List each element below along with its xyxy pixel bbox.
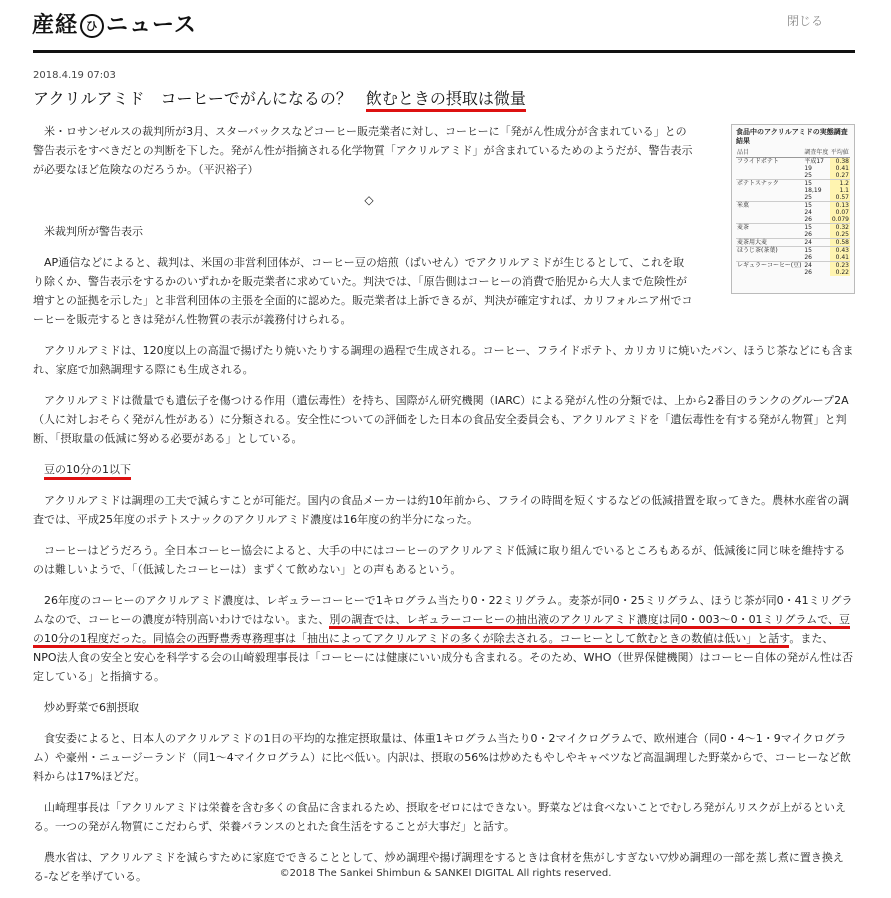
paragraph: 農水省は、アクリルアミドを減らすために家庭でできることとして、炒め調理や揚げ調理をするときは食材を焦がしすぎない▽炒め調理の一部を蒸し煮に置き換える-などを挙げている。: [33, 851, 844, 883]
figure-row: [736, 209, 850, 216]
figure-row: [736, 216, 850, 224]
figure-cell: 15: [803, 180, 829, 188]
figure-cell: フライドポテト: [736, 158, 803, 166]
figure-cell: ほうじ茶(茶葉): [736, 247, 803, 255]
figure-cell: 25: [804, 172, 812, 179]
figure-cell: 麦茶用大麦: [736, 239, 803, 247]
acrylamide-table-figure: [731, 124, 855, 294]
paragraph: アクリルアミドは、120度以上の高温で揚げたり焼いたりする調理の過程で生成される。コーヒー、フライドポテト、カリカリに焼いたパン、ほうじ茶などにも含まれ、家庭で加熱調理する際にも生成される。: [33, 344, 854, 376]
article-title: [33, 86, 526, 109]
figure-cell: [736, 172, 803, 180]
figure-title: 食品中のアクリルアミドの実態調査結果: [736, 128, 848, 145]
figure-cell: 0.41: [830, 165, 850, 172]
figure-cell: 0.57: [830, 194, 850, 202]
figure-row: [736, 224, 850, 232]
title-main: アクリルアミド コーヒーでがんになるの？: [33, 89, 352, 108]
figure-row: [736, 202, 850, 210]
figure-cell: 0.32: [830, 224, 850, 232]
figure-cell: 0.41: [830, 254, 850, 262]
figure-cell: 15: [803, 202, 829, 210]
figure-cell: 0.43: [830, 247, 850, 255]
figure-cell: 26: [804, 269, 812, 276]
figure-table: [736, 148, 850, 276]
figure-cell: 0.079: [830, 216, 850, 224]
subheading: [33, 460, 855, 479]
figure-cell: 25: [804, 194, 812, 201]
figure-cell: [736, 254, 803, 262]
figure-cell: 0.13: [830, 202, 850, 210]
figure-cell: 平成17: [803, 158, 829, 166]
figure-cell: 0.25: [830, 231, 850, 239]
paragraph-coffee-levels: [33, 591, 855, 686]
header-divider: [33, 50, 855, 53]
subheading-highlight: 豆の10分の1以下: [44, 463, 131, 480]
figure-cell: 麦茶: [736, 224, 803, 232]
title-highlight: 飲むときの摂取は微量: [366, 89, 526, 112]
figure-row: [736, 247, 850, 255]
article-body: [33, 122, 855, 898]
figure-header: 平均値: [830, 149, 849, 156]
figure-cell: 18,19: [804, 187, 822, 194]
figure-cell: [736, 209, 803, 216]
paragraph-part: 。また、NPO法人食の安全と安心を科学する会の山崎毅理事長は「コーヒーには健康にいい成分も含まれる。そのため、WHO（世界保健機関）はコーヒー自体の発がん性は否定している」と指摘する。: [33, 632, 854, 683]
figure-row: [736, 187, 850, 194]
figure-header: 調査年度: [804, 149, 829, 156]
figure-cell: 米菓: [736, 202, 803, 210]
figure-header: 品目: [736, 148, 803, 158]
figure-row: [736, 231, 850, 239]
close-link[interactable]: 閉じる: [786, 14, 823, 28]
figure-row: [736, 172, 850, 180]
figure-cell: 26: [804, 216, 812, 223]
paragraph: 食安委によると、日本人のアクリルアミドの1日の平均的な推定摂取量は、体重1キログラム当たり0・2マイクログラムで、欧州連合（同0・4～1・9マイクログラム）や豪州・ニュージーランド（同1～4マイクログラム）に比べ低い。内訳は、摂取の56%は炒めたもやしやキャベツなど高温調理した野菜からで、コーヒーなど飲料からは17%ほどだ。: [33, 732, 851, 783]
figure-cell: [736, 231, 803, 239]
paragraph: アクリルアミドは微量でも遺伝子を傷つける作用（遺伝毒性）を持ち、国際がん研究機関（IARC）による発がん性の分類では、上から2番目のランクのグループ2A（人に対しおそらく発がん性がある）に分類される。安全性についての評価をした日本の食品安全委員会も、アクリルアミドを「遺伝毒性を有する発がん物質」と判断、「摂取量の低減に努める必要がある」としている。: [33, 394, 849, 445]
lead-paragraph: 米・ロサンゼルスの裁判所が3月、スターバックスなどコーヒー販売業者に対し、コーヒーに「発がん性成分が含まれている」との警告表示をすべきだとの判断を下した。発がん性が指摘される化学物質「アクリルアミド」が含まれているためのようだが、警告表示が必要なほど危険なのだろうか。（平沢裕子）: [33, 125, 693, 176]
figure-cell: 0.58: [830, 239, 850, 247]
subheading: 炒め野菜で6割摂取: [44, 701, 139, 714]
figure-cell: 24: [804, 209, 812, 216]
figure-row: [736, 254, 850, 262]
figure-cell: 1.2: [830, 180, 850, 188]
paragraph: アクリルアミドは調理の工夫で減らすことが可能だ。国内の食品メーカーは約10年前から、フライの時間を短くするなどの低減措置を取ってきた。農林水産省の調査では、平成25年度のポテトスナックのアクリルアミド濃度は16年度の約半分になった。: [33, 494, 850, 526]
figure-row: [736, 239, 850, 247]
figure-row: [736, 194, 850, 202]
figure-cell: 1.1: [830, 187, 850, 194]
paragraph-part: 26年度のコーヒーのアクリルアミド濃度は、レギュラーコーヒーで1キログラム当たり0・22ミリグラム。麦茶が同0・25ミリグラム、ほうじ茶が同0・41ミリグラムなので、コーヒーの濃度が特別高いわけではない。また、: [33, 594, 853, 626]
figure-cell: [736, 269, 803, 276]
logo-text: 産経: [32, 13, 79, 38]
figure-row: [736, 165, 850, 172]
article-date: 2018.4.19 07:03: [33, 70, 116, 81]
separator-mark: ◇: [364, 193, 374, 207]
logo-mark-icon: ひ: [80, 14, 104, 38]
figure-cell: [736, 165, 803, 172]
paragraph: 山崎理事長は「アクリルアミドは栄養を含む多くの食品に含まれるため、摂取をゼロにはできない。野菜などは食べないことでむしろ発がんリスクが上がるといえる。一つの発がん物質にこだわらず、栄養バランスのとれた食生活をすることが大事だ」と話す。: [33, 801, 847, 833]
figure-cell: 0.27: [830, 172, 850, 180]
figure-cell: [736, 187, 803, 194]
figure-cell: 26: [804, 254, 812, 261]
paragraph: AP通信などによると、裁判は、米国の非営利団体が、コーヒー豆の焙煎（ばいせん）でアクリルアミドが生じるとして、これを取り除くか、警告表示をするかのいずれかを販売業者に求めていた。判決では、「原告側はコーヒーの消費で胎児から大人まで危険性が増すとの証拠を示した」と非営利団体の主張を全面的に認めた。販売業者は上訴できるが、判決が確定すれば、カリフォルニア州でコーヒーを販売するときは発がん性物質の表示が義務付けられる。: [33, 256, 693, 326]
figure-cell: 0.07: [830, 209, 850, 216]
figure-cell: 24: [803, 262, 829, 270]
figure-cell: 19: [804, 165, 812, 172]
figure-cell: 24: [803, 239, 829, 247]
figure-cell: 15: [803, 247, 829, 255]
figure-cell: 26: [804, 231, 812, 238]
figure-cell: レギュラーコーヒー(豆): [737, 262, 802, 269]
figure-cell: ポテトスナック: [736, 180, 803, 188]
figure-cell: 15: [803, 224, 829, 232]
copyright-footer: ©2018 The Sankei Shimbun & SANKEI DIGITAL All rights reserved.: [279, 868, 612, 879]
sankei-news-logo: [32, 8, 197, 39]
figure-row: [736, 158, 850, 166]
logo-text-tail: ニュース: [106, 13, 197, 38]
subheading: 米裁判所が警告表示: [44, 225, 143, 238]
figure-cell: 0.38: [830, 158, 850, 166]
figure-cell: 0.23: [830, 262, 850, 270]
paragraph: コーヒーはどうだろう。全日本コーヒー協会によると、大手の中にはコーヒーのアクリルアミド低減に取り組んでいるところもあるが、低減後に同じ味を維持するのは難しいようで、「（低減したコーヒーは）まずくて飲めない」との声もあるという。: [33, 544, 846, 576]
underlined-passage: 別の調査では、レギュラーコーヒーの抽出液のアクリルアミド濃度は同0・003～0・01ミリグラムで、豆の10分の1程度だった。同協会の西野豊秀専務理事は「抽出によってアクリルアミドの多くが除去される。コーヒーとして飲むときの数値は低い」と話す: [33, 613, 850, 648]
figure-row: [736, 180, 850, 188]
figure-cell: [736, 216, 803, 224]
figure-row: [736, 262, 850, 270]
figure-row: [736, 269, 850, 276]
figure-cell: 0.22: [830, 269, 850, 276]
figure-cell: [736, 194, 803, 202]
